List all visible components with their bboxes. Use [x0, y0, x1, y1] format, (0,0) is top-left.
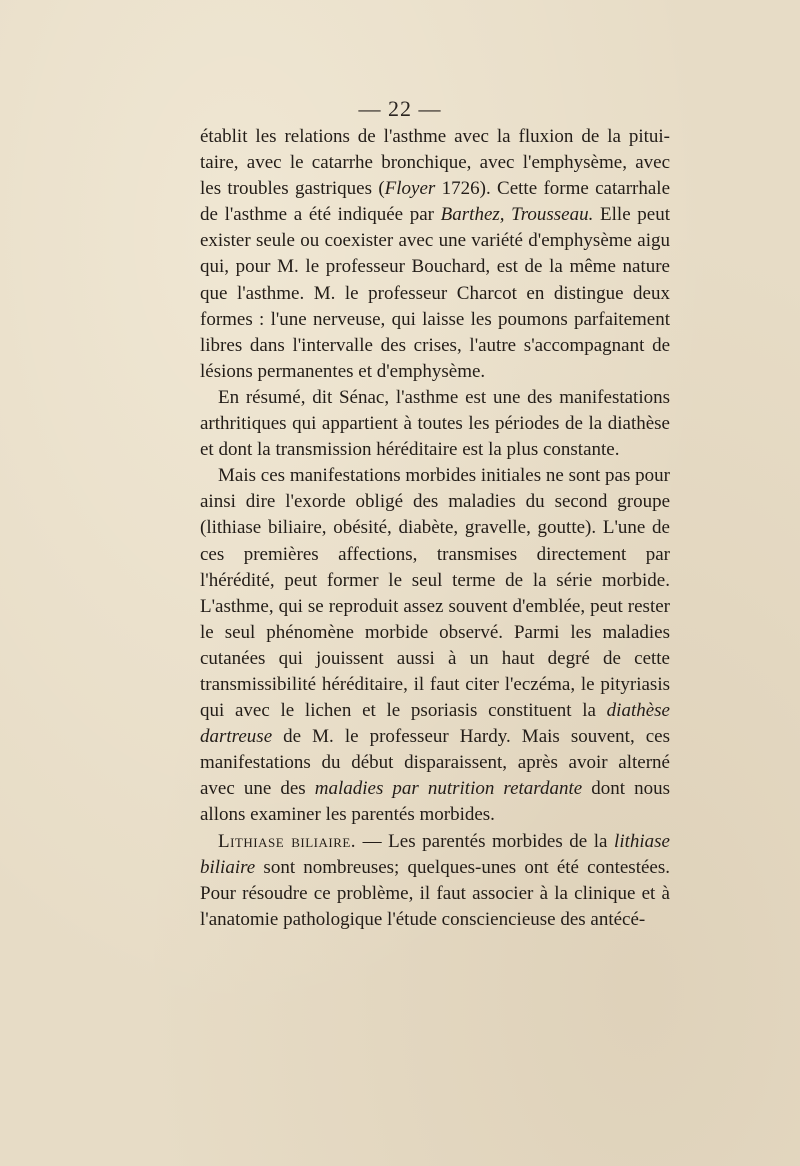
text-run: établit les relations de l'asthme avec la fluxion de la pituitaire, avec le catarrhe bronchique, avec l'emphysème, avec les troubles gastriques ( [200, 126, 670, 200]
text-run: Elle peut exister seule ou coexister avec une variété d'emphysème aigu qui, pour M. le professeur Bouchard, est de la même nature que l'asthme. M. le professeur Charcot en distingue deux formes : l'une nerveuse, qui laisse les poumons parfaitement libres dans l'intervalle des crises, l'autre s'accompagnant de lésions permanentes et d'emphysème. [200, 204, 670, 382]
italic-run: Floyer [384, 178, 436, 200]
text-run: — Les parentés morbides de la [356, 830, 615, 852]
paragraph-p1 [200, 124, 670, 385]
italic-run: lithiase biliaire [200, 830, 670, 878]
text-run: 1726). Cette forme catarrhale de l'asthme a été indiquée par [200, 178, 671, 226]
italic-run: Barthez, Trousseau. [440, 204, 594, 226]
text-run: sont nombreuses; quelques-unes ont été contestées. Pour résoudre ce problème, il faut associer à la clinique et à l'anatomie pathologique l'étude consciencieuse des antécé- [200, 856, 670, 930]
section-heading: Lithiase biliaire. [218, 830, 357, 852]
italic-run: diathèse dartreuse [200, 700, 670, 748]
page-number: — 22 — [358, 96, 442, 121]
text-run: En résumé, dit Sénac, l'asthme est une des manifestations arthritiques qui appartient à toutes les périodes de la diathèse et dont la transmission héréditaire est la plus constante. [200, 386, 670, 461]
italic-run: maladies par nutrition retardante [314, 778, 583, 800]
text-run: de M. le professeur Hardy. Mais souvent, ces manifestations du début disparaissent, après avoir alterné avec une des [200, 726, 670, 800]
paragraph-p2 [200, 385, 670, 463]
text-run: Mais ces manifestations morbides initiales ne sont pas pour ainsi dire l'exorde obligé des maladies du second groupe (lithiase biliaire, obésité, diabète, gravelle, goutte). L'une de ces premières affections, transmises directement par l'hérédité, peut former le seul terme de la série morbide. L'asthme, qui se reproduit assez souvent d'emblée, peut rester le seul phénomène morbide observé. Parmi les maladies cutanées qui jouissent aussi à un haut degré de cette transmissibilité héréditaire, il faut citer l'eczéma, le pityriasis qui avec le lichen et le psoriasis constituent la [200, 465, 670, 722]
text-run: dont nous allons examiner les parentés morbides. [200, 778, 671, 826]
body-text [200, 124, 670, 933]
paragraph-p4 [200, 829, 670, 933]
paragraph-p3 [200, 463, 670, 828]
